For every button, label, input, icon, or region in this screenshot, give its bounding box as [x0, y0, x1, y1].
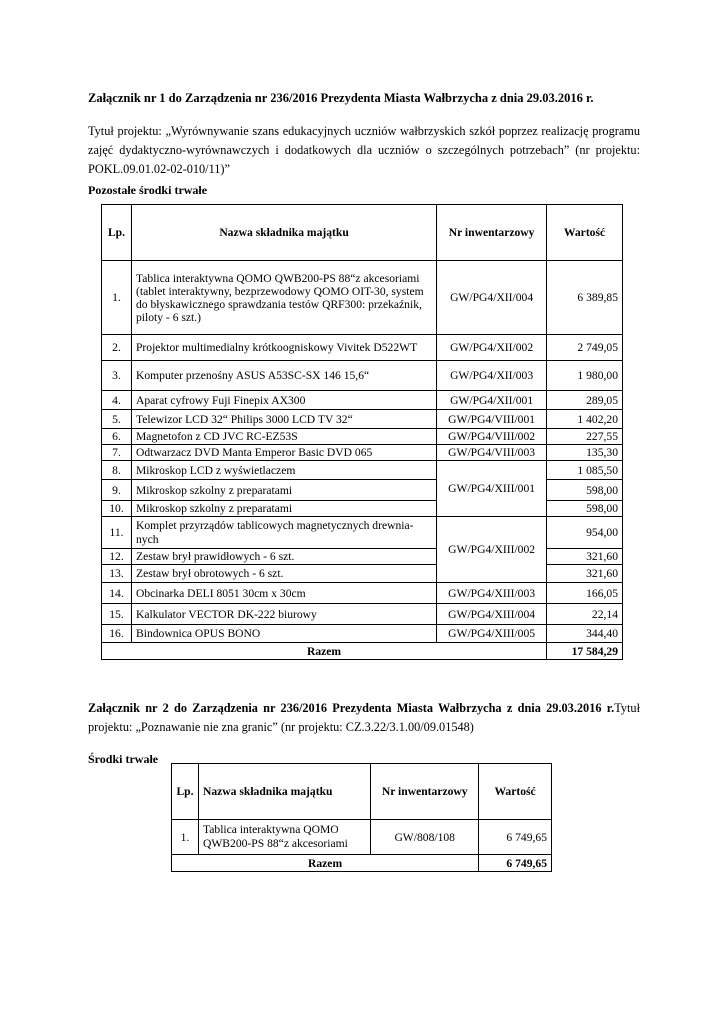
row-inventory-number: GW/PG4/VIII/001 [437, 410, 547, 429]
header-inventory-number: Nr inwentarzowy [371, 764, 479, 820]
row-name: Tablica interaktywna QOMO QWB200-PS 88“z akcesoriami [198, 820, 370, 855]
row-value: 321,60 [547, 549, 623, 565]
row-lp: 8. [102, 461, 132, 480]
row-value: 166,05 [547, 583, 623, 604]
row-inventory-number: GW/PG4/XII/003 [437, 361, 547, 391]
header-name: Nazwa składnika majątku [131, 205, 436, 261]
row-name: Mikroskop szkolny z preparatami [131, 501, 436, 517]
row-name: Tablica interaktywna QOMO QWB200-PS 88“z akcesoriami (tablet interaktywny, bezprzewodowy QOMO OIT-30, system do błyskawicznego sprawdzania testów QRF300: przekaźnik, piloty - 6 szt.) [131, 261, 436, 335]
header-lp: Lp. [172, 764, 199, 820]
table-header-row [102, 205, 623, 261]
row-name: Magnetofon z CD JVC RC-EZ53S [131, 429, 436, 445]
row-lp: 11. [102, 517, 132, 549]
row-lp: 10. [102, 501, 132, 517]
row-inventory-number: GW/PG4/XII/001 [437, 391, 547, 410]
table-row [102, 583, 623, 604]
header-name: Nazwa składnika majątku [198, 764, 370, 820]
row-name: Zestaw brył obrotowych - 6 szt. [131, 565, 436, 583]
row-name: Zestaw brył prawidłowych - 6 szt. [131, 549, 436, 565]
table-row [102, 445, 623, 461]
table-row [102, 410, 623, 429]
row-lp: 13. [102, 565, 132, 583]
row-value: 344,40 [547, 625, 623, 643]
row-lp: 6. [102, 429, 132, 445]
row-value: 289,05 [547, 391, 623, 410]
row-name: Kalkulator VECTOR DK-222 biurowy [131, 604, 436, 625]
table-row [102, 604, 623, 625]
row-inventory-number: GW/PG4/XIII/003 [437, 583, 547, 604]
table-row [102, 391, 623, 410]
annex1-assets-table [101, 204, 623, 660]
row-lp: 15. [102, 604, 132, 625]
row-value: 6 749,65 [479, 820, 552, 855]
total-value: 6 749,65 [479, 855, 552, 872]
row-name: Aparat cyfrowy Fuji Finepix AX300 [131, 391, 436, 410]
row-inventory-number: GW/PG4/VIII/003 [437, 445, 547, 461]
table-row [102, 461, 623, 480]
row-value: 598,00 [547, 480, 623, 501]
table-total-row [102, 643, 623, 660]
annex2-heading-and-title [88, 699, 640, 737]
annex1-heading: Załącznik nr 1 do Zarządzenia nr 236/2016 Prezydenta Miasta Wałbrzycha z dnia 29.03.2016 r. [88, 91, 594, 105]
row-value: 598,00 [547, 501, 623, 517]
row-value: 1 980,00 [547, 361, 623, 391]
table-row [102, 261, 623, 335]
row-inventory-number: GW/PG4/XIII/005 [437, 625, 547, 643]
row-lp: 3. [102, 361, 132, 391]
row-lp: 14. [102, 583, 132, 604]
row-lp: 7. [102, 445, 132, 461]
table-row [102, 625, 623, 643]
header-lp: Lp. [102, 205, 132, 261]
row-inventory-number: GW/PG4/XIII/001 [437, 461, 547, 517]
row-inventory-number: GW/PG4/VIII/002 [437, 429, 547, 445]
annex1-project-title: Tytuł projektu: „Wyrównywanie szans edukacyjnych uczniów wałbrzyskich szkół poprzez realizację programu zajęć dydaktyczno-wyrównawczych i dodatkowych dla uczniów o szczególnych potrzebach” (nr projektu: POKL.09.01.02-02-010/11)” [88, 124, 640, 176]
annex2-assets-table [171, 763, 552, 872]
table-total-row [172, 855, 552, 872]
row-lp: 16. [102, 625, 132, 643]
table-row [172, 820, 552, 855]
row-value: 954,00 [547, 517, 623, 549]
total-label: Razem [172, 855, 479, 872]
row-name: Komputer przenośny ASUS A53SC-SX 146 15,6“ [131, 361, 436, 391]
row-value: 1 402,20 [547, 410, 623, 429]
annex2-heading: Załącznik nr 2 do Zarządzenia nr 236/2016 Prezydenta Miasta Wałbrzycha z dnia 29.03.2016 r. [88, 701, 615, 715]
row-inventory-number: GW/808/108 [371, 820, 479, 855]
header-value: Wartość [479, 764, 552, 820]
table-row [102, 361, 623, 391]
row-value: 1 085,50 [547, 461, 623, 480]
table-row [102, 429, 623, 445]
row-lp: 4. [102, 391, 132, 410]
row-inventory-number: GW/PG4/XIII/002 [437, 517, 547, 583]
row-lp: 9. [102, 480, 132, 501]
row-value: 22,14 [547, 604, 623, 625]
total-value: 17 584,29 [547, 643, 623, 660]
row-name: Komplet przyrządów tablicowych magnetycznych drewnia-nych [131, 517, 436, 549]
row-value: 227,55 [547, 429, 623, 445]
row-lp: 12. [102, 549, 132, 565]
row-lp: 5. [102, 410, 132, 429]
table-row [102, 517, 623, 549]
annex1-section-title: Pozostałe środki trwałe [88, 183, 208, 197]
row-name: Telewizor LCD 32“ Philips 3000 LCD TV 32“ [131, 410, 436, 429]
row-lp: 2. [102, 335, 132, 361]
row-name: Mikroskop LCD z wyświetlaczem [131, 461, 436, 480]
row-inventory-number: GW/PG4/XIII/004 [437, 604, 547, 625]
total-label: Razem [102, 643, 547, 660]
annex2-project-title: Tytuł projektu: „Poznawanie nie zna granic” (nr projektu: CZ.3.22/3.1.00/09.01548) [88, 701, 640, 734]
row-name: Projektor multimedialny krótkoogniskowy Vivitek D522WT [131, 335, 436, 361]
row-value: 321,60 [547, 565, 623, 583]
row-value: 6 389,85 [547, 261, 623, 335]
row-name: Mikroskop szkolny z preparatami [131, 480, 436, 501]
row-lp: 1. [172, 820, 199, 855]
annex2-section-title: Środki trwałe [88, 752, 159, 766]
row-value: 135,30 [547, 445, 623, 461]
table-header-row [172, 764, 552, 820]
row-value: 2 749,05 [547, 335, 623, 361]
header-value: Wartość [547, 205, 623, 261]
row-name: Odtwarzacz DVD Manta Emperor Basic DVD 065 [131, 445, 436, 461]
row-name: Obcinarka DELI 8051 30cm x 30cm [131, 583, 436, 604]
row-inventory-number: GW/PG4/XII/002 [437, 335, 547, 361]
header-inventory-number: Nr inwentarzowy [437, 205, 547, 261]
row-inventory-number: GW/PG4/XII/004 [437, 261, 547, 335]
row-name: Bindownica OPUS BONO [131, 625, 436, 643]
row-lp: 1. [102, 261, 132, 335]
table-row [102, 335, 623, 361]
